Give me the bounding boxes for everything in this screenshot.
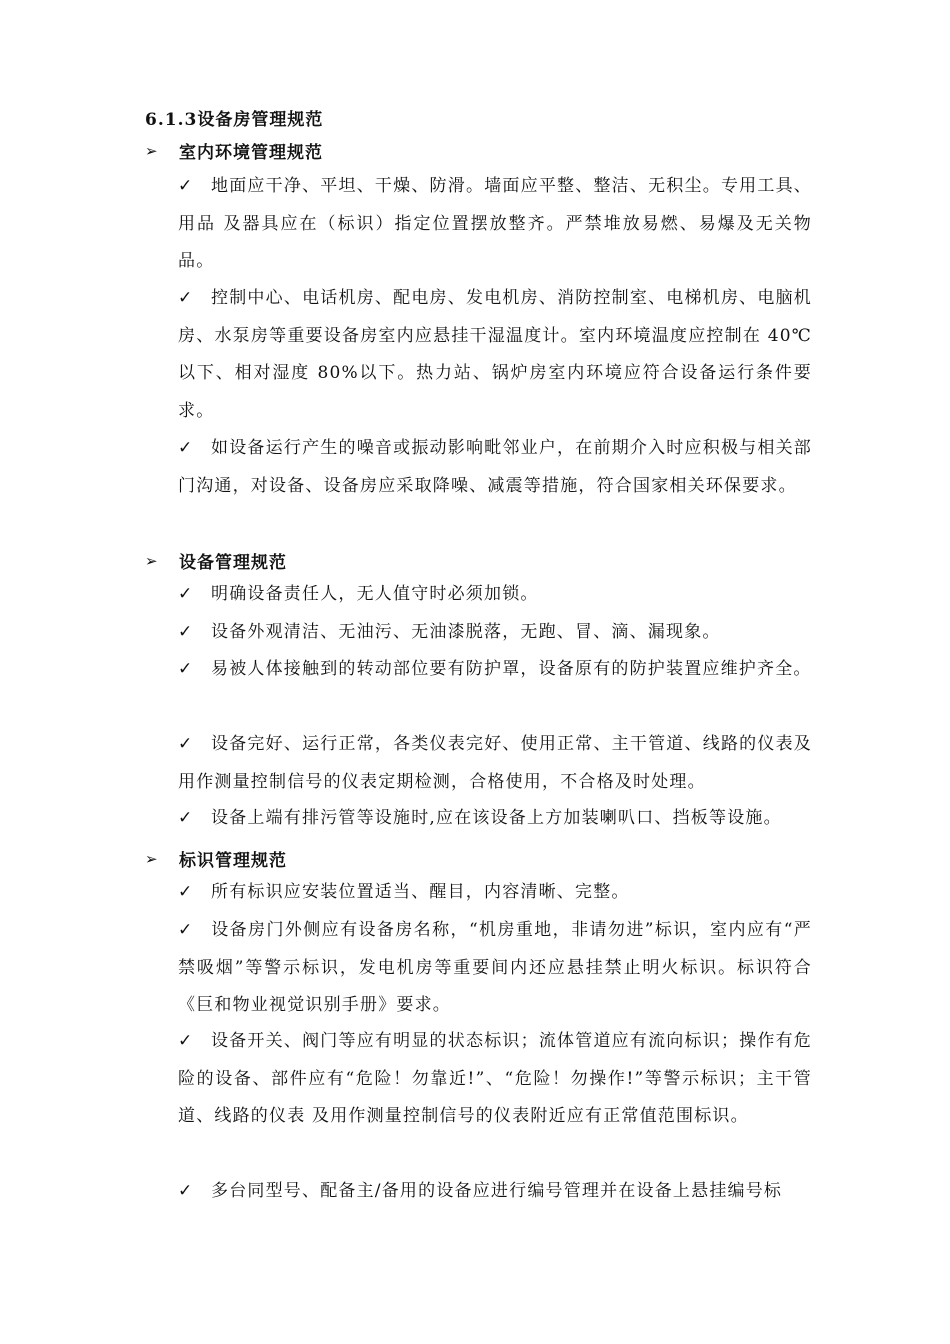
checkmark-icon: ✓ xyxy=(178,734,194,754)
list-item xyxy=(178,1023,812,1136)
list-item xyxy=(178,614,812,652)
list-item-text: 地面应干净、平坦、干燥、防滑。墙面应平整、整洁、无积尘。专用工具、用品 及器具应在（标识）指定位置摆放整齐。严禁堆放易燃、易爆及无关物品。 xyxy=(178,176,812,271)
checkmark-icon: ✓ xyxy=(178,920,194,940)
checkmark-icon: ✓ xyxy=(178,438,194,458)
list-item xyxy=(178,874,812,912)
list-item-text: 控制中心、电话机房、配电房、发电机房、消防控制室、电梯机房、电脑机房、水泵房等重要设备房室内应悬挂干湿温度计。室内环境温度应控制在 40℃以下、相对湿度 80%以下。热力站、锅炉房室内环境应符合设备运行条件要求。 xyxy=(178,288,812,421)
checkmark-icon: ✓ xyxy=(178,1181,194,1201)
checkmark-icon: ✓ xyxy=(178,882,194,902)
checkmark-icon: ✓ xyxy=(178,288,194,308)
section-heading-indoor-environment xyxy=(145,138,323,163)
section-heading-equipment xyxy=(145,548,287,573)
section-heading-signage xyxy=(145,846,287,871)
checkmark-icon: ✓ xyxy=(178,622,194,642)
list-item xyxy=(178,576,812,614)
list-item-text: 设备上端有排污管等设施时,应在该设备上方加装喇叭口、挡板等设施。 xyxy=(211,808,782,828)
list-item-text: 设备完好、运行正常，各类仪表完好、使用正常、主干管道、线路的仪表及用作测量控制信号的仪表定期检测，合格使用，不合格及时处理。 xyxy=(178,734,812,792)
section-heading-label: 室内环境管理规范 xyxy=(179,143,323,163)
checkmark-icon: ✓ xyxy=(178,808,194,828)
list-item xyxy=(178,280,812,430)
list-item-text: 设备房门外侧应有设备房名称，“机房重地，非请勿进”标识，室内应有“严禁吸烟”等警示标识，发电机房等重要间内还应悬挂禁止明火标识。标识符合《巨和物业视觉识别手册》要求。 xyxy=(178,920,812,1015)
list-item-text: 如设备运行产生的噪音或振动影响毗邻业户，在前期介入时应积极与相关部门沟通，对设备、设备房应采取降噪、减震等措施，符合国家相关环保要求。 xyxy=(178,438,812,496)
section-heading-label: 标识管理规范 xyxy=(179,851,287,871)
list-item xyxy=(178,726,812,801)
arrow-bullet-icon: ➢ xyxy=(145,551,159,570)
list-item xyxy=(178,800,812,838)
section-number-title: 6.1.3设备房管理规范 xyxy=(145,110,324,130)
list-item-text: 设备外观清洁、无油污、无油漆脱落，无跑、冒、滴、漏现象。 xyxy=(211,622,721,642)
checkmark-icon: ✓ xyxy=(178,176,194,196)
list-item-text: 所有标识应安装位置适当、醒目，内容清晰、完整。 xyxy=(211,882,630,902)
arrow-bullet-icon: ➢ xyxy=(145,849,159,868)
section-heading-label: 设备管理规范 xyxy=(179,553,287,573)
list-item-text: 明确设备责任人，无人值守时必须加锁。 xyxy=(211,584,539,604)
list-item-text: 易被人体接触到的转动部位要有防护罩，设备原有的防护装置应维护齐全。 xyxy=(211,659,812,679)
checkmark-icon: ✓ xyxy=(178,1031,194,1051)
list-item xyxy=(178,1173,812,1211)
list-item-text: 多台同型号、配备主/备用的设备应进行编号管理并在设备上悬挂编号标 xyxy=(211,1181,783,1201)
list-item xyxy=(178,168,812,281)
checkmark-icon: ✓ xyxy=(178,584,194,604)
list-item xyxy=(178,912,812,1025)
list-item xyxy=(178,430,812,505)
list-item-text: 设备开关、阀门等应有明显的状态标识；流体管道应有流向标识；操作有危险的设备、部件应有“危险！勿靠近!”、“危险！勿操作!”等警示标识；主干管道、线路的仪表 及用作测量控制信号的仪表附近应有正常值范围标识。 xyxy=(178,1031,812,1126)
arrow-bullet-icon: ➢ xyxy=(145,141,159,160)
checkmark-icon: ✓ xyxy=(178,659,194,679)
list-item xyxy=(178,651,812,689)
